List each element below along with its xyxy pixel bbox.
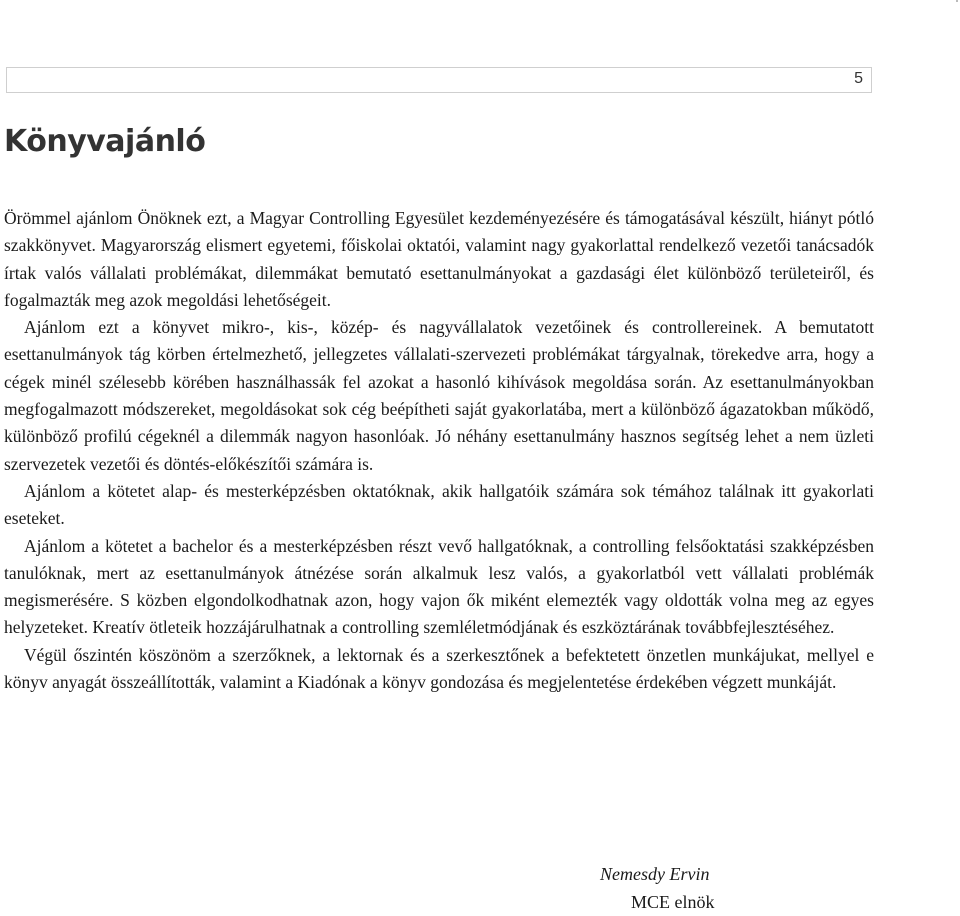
signature-name: Nemesdy Ervin xyxy=(600,864,710,884)
signature-role: MCE elnök xyxy=(631,892,715,912)
page-title: Könyvajánló xyxy=(4,124,206,159)
page-header xyxy=(6,67,872,93)
paragraph-thanks: Végül őszintén köszönöm a szerzőknek, a lektornak és a szerkesztőnek a befektetett önzetlen munkájukat, mellyel e könyv anyagát összeállították, valamint a Kiadónak a könyv gondozása és megjelentetése érdekében végzett munkáját. xyxy=(4,644,874,693)
page-number: 5 xyxy=(854,70,863,87)
paragraph-managers: Ajánlom ezt a könyvet mikro-, kis-, közép- és nagyvállalatok vezetőinek és controllereinek. A bemutatott esettanulmányok tág körben értelmezhető, jellegzetes vállalati-szervezeti problémákat tárgyalnak, törekedve arra, hogy a cégek minél szélesebb körében használhassák fel azokat a hasonló kihívások megoldása során. Az esettanulmányokban megfogalmazott módszereket, megoldásokat sok cég beépítheti saját gyakorlatába, mert a különböző ágazatokban működő, különböző profilú cégeknél a dilemmák nagyon hasonlóak. Jó néhány esettanulmány hasznos segítség lehet a nem üzleti szervezetek vezetői és döntés-előkészítői számára is. xyxy=(4,317,874,474)
paragraph-intro: Örömmel ajánlom Önöknek ezt, a Magyar Controlling Egyesület kezdeményezésére és támogatásával készült, hiányt pótló szakkönyvet. Magyarország elismert egyetemi, főiskolai oktatói, valamint nagy gyakorlattal rendelkező vezetői tanácsadók írtak valós vállalati problémákat, dilemmákat bemutató esettanulmányokat a gazdasági élet különböző területeiről, és fogalmazták meg azok megoldási lehetőségeit. xyxy=(4,208,874,310)
corner-mark xyxy=(956,0,958,2)
paragraph-educators: Ajánlom a kötetet alap- és mesterképzésben oktatóknak, akik hallgatóik számára sok témához találnak itt gyakorlati eseteket. xyxy=(4,480,874,529)
paragraph-students: Ajánlom a kötetet a bachelor és a mesterképzésben részt vevő hallgatóknak, a controlling felsőoktatási szakképzésben tanulóknak, mert az esettanulmányok átnézése során alkalmuk lesz valós, a gyakorlatból vett vállalati problémák megismerésére. S közben elgondolkodhatnak azon, hogy vajon ők miként elemezték vagy oldották volna meg az egyes helyzeteket. Kreatív ötleteik hozzájárulhatnak a controlling szemléletmódjának és eszköztárának továbbfejlesztéséhez. xyxy=(4,535,874,638)
body-text xyxy=(4,205,874,696)
signature-block xyxy=(600,860,715,916)
